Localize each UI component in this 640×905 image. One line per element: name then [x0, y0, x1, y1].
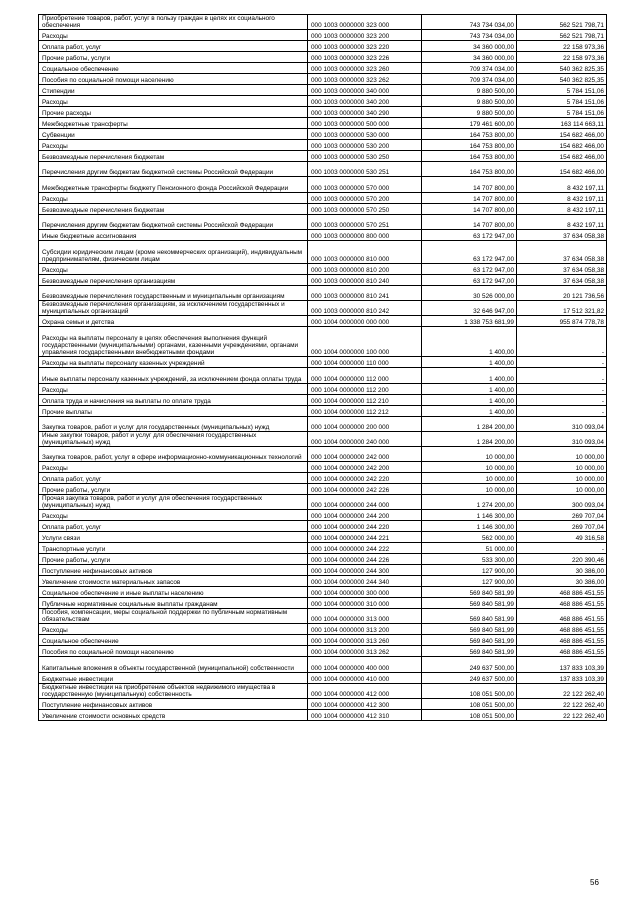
row-code: 000 1004 0000000 313 000	[308, 609, 422, 624]
row-approved: 1 400,00	[422, 368, 517, 383]
row-code: 000 1004 0000000 244 226	[308, 554, 422, 565]
row-name: Прочие работы, услуги	[39, 52, 308, 63]
row-code: 000 1004 0000000 313 200	[308, 624, 422, 635]
row-code: 000 1004 0000000 112 000	[308, 368, 422, 383]
row-code: 000 1004 0000000 412 300	[308, 698, 422, 709]
row-name: Оплата работ, услуг	[39, 521, 308, 532]
row-name: Увеличение стоимости материальных запасов	[39, 576, 308, 587]
table-row	[39, 698, 607, 709]
row-approved: 164 753 800,00	[422, 140, 517, 151]
table-row	[39, 521, 607, 532]
row-executed: 540 362 825,35	[517, 74, 607, 85]
table-row	[39, 672, 607, 683]
row-approved: 569 840 581,99	[422, 587, 517, 598]
row-code: 000 1004 0000000 244 300	[308, 565, 422, 576]
row-executed: 30 386,00	[517, 576, 607, 587]
row-code: 000 1003 0000000 570 200	[308, 192, 422, 203]
row-name: Закупка товаров, работ и услуг для государственных (муниципальных) нужд	[39, 416, 308, 431]
table-row	[39, 683, 607, 698]
row-name: Социальное обеспечение	[39, 63, 308, 74]
row-name: Расходы на выплаты персоналу казенных учреждений	[39, 357, 308, 368]
row-code: 000 1003 0000000 570 250	[308, 203, 422, 214]
table-row	[39, 709, 607, 720]
table-row	[39, 15, 607, 30]
row-name: Межбюджетные трансферты	[39, 118, 308, 129]
row-code: 000 1004 0000000 112 210	[308, 394, 422, 405]
row-name: Публичные нормативные социальные выплаты гражданам	[39, 598, 308, 609]
row-approved: 569 840 581,99	[422, 624, 517, 635]
row-approved: 562 000,00	[422, 532, 517, 543]
row-name: Приобретение товаров, работ, услуг в пользу граждан в целях их социального обеспечения	[39, 15, 308, 30]
table-row	[39, 446, 607, 461]
row-code: 000 1004 0000000 412 310	[308, 709, 422, 720]
row-approved: 1 146 300,00	[422, 510, 517, 521]
table-row	[39, 532, 607, 543]
table-row	[39, 543, 607, 554]
row-approved: 709 374 034,00	[422, 63, 517, 74]
row-name: Поступление нефинансовых активов	[39, 698, 308, 709]
row-code: 000 1003 0000000 530 000	[308, 129, 422, 140]
row-name: Безвозмездные перечисления организациям, за исключением государственных и муниципальных организаций	[39, 300, 308, 315]
row-code: 000 1004 0000000 300 000	[308, 587, 422, 598]
table-row	[39, 140, 607, 151]
row-name: Расходы	[39, 383, 308, 394]
row-approved: 1 400,00	[422, 326, 517, 356]
row-approved: 569 840 581,99	[422, 635, 517, 646]
table-row	[39, 274, 607, 285]
row-executed: 22 158 973,36	[517, 52, 607, 63]
row-approved: 1 400,00	[422, 394, 517, 405]
row-code: 000 1004 0000000 110 000	[308, 357, 422, 368]
row-executed: 154 682 466,00	[517, 129, 607, 140]
table-row	[39, 85, 607, 96]
table-row	[39, 203, 607, 214]
table-row	[39, 74, 607, 85]
row-executed: 8 432 197,11	[517, 192, 607, 203]
row-code: 000 1004 0000000 244 222	[308, 543, 422, 554]
row-executed: 269 707,04	[517, 510, 607, 521]
row-executed: 955 874 778,78	[517, 315, 607, 326]
table-row	[39, 510, 607, 521]
table-row	[39, 52, 607, 63]
row-approved: 14 707 800,00	[422, 203, 517, 214]
row-name: Безвозмездные перечисления бюджетам	[39, 203, 308, 214]
row-executed: 163 114 663,11	[517, 118, 607, 129]
row-name: Иные выплаты персоналу казенных учреждений, за исключением фонда оплаты труда	[39, 368, 308, 383]
row-approved: 34 360 000,00	[422, 52, 517, 63]
table-row	[39, 177, 607, 192]
row-executed: 310 093,04	[517, 431, 607, 446]
row-executed: -	[517, 326, 607, 356]
table-row	[39, 657, 607, 672]
table-row	[39, 554, 607, 565]
row-executed: 22 122 262,40	[517, 698, 607, 709]
row-approved: 533 300,00	[422, 554, 517, 565]
table-row	[39, 576, 607, 587]
row-code: 000 1004 0000000 400 000	[308, 657, 422, 672]
row-approved: 10 000,00	[422, 446, 517, 461]
row-executed: 154 682 466,00	[517, 140, 607, 151]
row-name: Транспортные услуги	[39, 543, 308, 554]
row-approved: 63 172 947,00	[422, 240, 517, 263]
row-executed: -	[517, 543, 607, 554]
row-name: Социальное обеспечение	[39, 635, 308, 646]
row-code: 000 1003 0000000 500 000	[308, 118, 422, 129]
row-approved: 249 637 500,00	[422, 672, 517, 683]
row-name: Прочая закупка товаров, работ и услуг для обеспечения государственных (муниципальных) нужд	[39, 495, 308, 510]
row-name: Прочие работы, услуги	[39, 554, 308, 565]
row-code: 000 1003 0000000 800 000	[308, 229, 422, 240]
row-code: 000 1003 0000000 323 000	[308, 15, 422, 30]
row-executed: 154 682 466,00	[517, 151, 607, 162]
table-row	[39, 285, 607, 300]
row-name: Безвозмездные перечисления бюджетам	[39, 151, 308, 162]
row-code: 000 1003 0000000 340 200	[308, 96, 422, 107]
row-code: 000 1004 0000000 244 220	[308, 521, 422, 532]
row-executed: -	[517, 368, 607, 383]
table-row	[39, 192, 607, 203]
row-executed: 269 707,04	[517, 521, 607, 532]
row-code: 000 1004 0000000 410 000	[308, 672, 422, 683]
row-executed: 8 432 197,11	[517, 214, 607, 229]
row-approved: 1 400,00	[422, 357, 517, 368]
row-code: 000 1004 0000000 412 000	[308, 683, 422, 698]
row-code: 000 1003 0000000 810 200	[308, 263, 422, 274]
table-row	[39, 229, 607, 240]
table-row	[39, 63, 607, 74]
row-executed: 540 362 825,35	[517, 63, 607, 74]
row-name: Расходы	[39, 140, 308, 151]
table-row	[39, 118, 607, 129]
row-executed: -	[517, 357, 607, 368]
row-code: 000 1004 0000000 100 000	[308, 326, 422, 356]
row-approved: 30 526 000,00	[422, 285, 517, 300]
table-row	[39, 326, 607, 356]
row-executed: 22 122 262,40	[517, 709, 607, 720]
table-row	[39, 462, 607, 473]
row-executed: 30 386,00	[517, 565, 607, 576]
row-executed: 8 432 197,11	[517, 177, 607, 192]
row-approved: 63 172 947,00	[422, 229, 517, 240]
row-code: 000 1004 0000000 000 000	[308, 315, 422, 326]
row-executed: -	[517, 394, 607, 405]
table-row	[39, 162, 607, 177]
row-code: 000 1003 0000000 323 200	[308, 30, 422, 41]
row-name: Перечисления другим бюджетам бюджетной системы Российской Федерации	[39, 162, 308, 177]
row-approved: 14 707 800,00	[422, 177, 517, 192]
row-approved: 1 284 200,00	[422, 431, 517, 446]
table-row	[39, 263, 607, 274]
row-name: Прочие работы, услуги	[39, 484, 308, 495]
row-code: 000 1003 0000000 323 262	[308, 74, 422, 85]
row-approved: 108 051 500,00	[422, 683, 517, 698]
row-name: Прочие расходы	[39, 107, 308, 118]
row-name: Расходы	[39, 30, 308, 41]
row-name: Услуги связи	[39, 532, 308, 543]
table-row	[39, 151, 607, 162]
row-code: 000 1004 0000000 242 220	[308, 473, 422, 484]
row-executed: 154 682 466,00	[517, 162, 607, 177]
table-row	[39, 30, 607, 41]
row-code: 000 1003 0000000 323 260	[308, 63, 422, 74]
row-approved: 32 646 947,00	[422, 300, 517, 315]
table-row	[39, 473, 607, 484]
row-approved: 569 840 581,99	[422, 598, 517, 609]
row-code: 000 1003 0000000 810 242	[308, 300, 422, 315]
row-name: Субсидии юридическим лицам (кроме некоммерческих организаций), индивидуальным предпринимателям, физическим лицам	[39, 240, 308, 263]
row-code: 000 1004 0000000 242 226	[308, 484, 422, 495]
row-approved: 63 172 947,00	[422, 274, 517, 285]
row-approved: 14 707 800,00	[422, 192, 517, 203]
row-executed: 10 000,00	[517, 484, 607, 495]
row-executed: 468 886 451,55	[517, 646, 607, 657]
row-approved: 9 880 500,00	[422, 107, 517, 118]
table-row	[39, 300, 607, 315]
row-name: Оплата работ, услуг	[39, 41, 308, 52]
table-row	[39, 431, 607, 446]
row-name: Прочие выплаты	[39, 405, 308, 416]
row-approved: 14 707 800,00	[422, 214, 517, 229]
table-row	[39, 357, 607, 368]
table-row	[39, 624, 607, 635]
table-row	[39, 484, 607, 495]
row-code: 000 1003 0000000 530 250	[308, 151, 422, 162]
table-row	[39, 394, 607, 405]
row-code: 000 1003 0000000 340 290	[308, 107, 422, 118]
row-code: 000 1004 0000000 313 262	[308, 646, 422, 657]
row-name: Расходы	[39, 192, 308, 203]
row-code: 000 1004 0000000 242 200	[308, 462, 422, 473]
row-name: Межбюджетные трансферты бюджету Пенсионного фонда Российской Федерации	[39, 177, 308, 192]
row-code: 000 1003 0000000 530 200	[308, 140, 422, 151]
budget-table-body	[39, 15, 607, 721]
row-code: 000 1003 0000000 340 000	[308, 85, 422, 96]
row-code: 000 1003 0000000 570 251	[308, 214, 422, 229]
row-approved: 569 840 581,99	[422, 646, 517, 657]
row-name: Закупка товаров, работ, услуг в сфере информационно-коммуникационных технологий	[39, 446, 308, 461]
row-name: Безвозмездные перечисления государственным и муниципальным организациям	[39, 285, 308, 300]
table-row	[39, 598, 607, 609]
table-row	[39, 107, 607, 118]
row-approved: 179 461 600,00	[422, 118, 517, 129]
row-approved: 569 840 581,99	[422, 609, 517, 624]
table-row	[39, 565, 607, 576]
row-executed: 49 316,58	[517, 532, 607, 543]
row-executed: 5 784 151,06	[517, 85, 607, 96]
row-name: Поступление нефинансовых активов	[39, 565, 308, 576]
row-name: Социальное обеспечение и иные выплаты населению	[39, 587, 308, 598]
table-row	[39, 383, 607, 394]
row-name: Охрана семьи и детства	[39, 315, 308, 326]
table-row	[39, 495, 607, 510]
row-name: Бюджетные инвестиции	[39, 672, 308, 683]
row-executed: 37 634 058,38	[517, 229, 607, 240]
row-approved: 34 360 000,00	[422, 41, 517, 52]
row-executed: 137 833 103,39	[517, 672, 607, 683]
row-executed: 468 886 451,55	[517, 587, 607, 598]
page-number: 56	[590, 878, 599, 887]
budget-table	[38, 14, 607, 721]
row-code: 000 1004 0000000 112 200	[308, 383, 422, 394]
row-approved: 164 753 800,00	[422, 151, 517, 162]
row-approved: 10 000,00	[422, 462, 517, 473]
row-executed: 468 886 451,55	[517, 635, 607, 646]
row-approved: 249 637 500,00	[422, 657, 517, 672]
table-row	[39, 416, 607, 431]
row-approved: 1 146 300,00	[422, 521, 517, 532]
row-code: 000 1004 0000000 244 000	[308, 495, 422, 510]
row-name: Расходы	[39, 624, 308, 635]
row-executed: -	[517, 405, 607, 416]
row-name: Безвозмездные перечисления организациям	[39, 274, 308, 285]
row-approved: 164 753 800,00	[422, 162, 517, 177]
row-name: Пособия по социальной помощи населению	[39, 74, 308, 85]
row-executed: 10 000,00	[517, 446, 607, 461]
row-executed: 300 093,04	[517, 495, 607, 510]
row-code: 000 1004 0000000 200 000	[308, 416, 422, 431]
row-approved: 1 338 753 681,99	[422, 315, 517, 326]
row-approved: 1 274 200,00	[422, 495, 517, 510]
row-name: Увеличение стоимости основных средств	[39, 709, 308, 720]
row-name: Капитальные вложения в объекты государственной (муниципальной) собственности	[39, 657, 308, 672]
row-executed: 10 000,00	[517, 473, 607, 484]
row-approved: 9 880 500,00	[422, 85, 517, 96]
row-executed: 10 000,00	[517, 462, 607, 473]
row-executed: 137 833 103,39	[517, 657, 607, 672]
row-name: Пособия по социальной помощи населению	[39, 646, 308, 657]
row-approved: 10 000,00	[422, 484, 517, 495]
row-executed: 562 521 798,71	[517, 15, 607, 30]
row-code: 000 1004 0000000 244 221	[308, 532, 422, 543]
row-code: 000 1004 0000000 244 200	[308, 510, 422, 521]
row-executed: 5 784 151,06	[517, 96, 607, 107]
table-row	[39, 635, 607, 646]
row-approved: 51 000,00	[422, 543, 517, 554]
row-code: 000 1003 0000000 810 241	[308, 285, 422, 300]
table-row	[39, 96, 607, 107]
row-code: 000 1003 0000000 323 220	[308, 41, 422, 52]
table-row	[39, 405, 607, 416]
row-name: Иные закупки товаров, работ и услуг для обеспечения государственных (муниципальных) нужд	[39, 431, 308, 446]
row-approved: 10 000,00	[422, 473, 517, 484]
row-executed: 8 432 197,11	[517, 203, 607, 214]
row-name: Расходы на выплаты персоналу в целях обеспечения выполнения функций государственными (муниципальными) органами, казенными учреждениями, органами управления государственными внебюджетными фондами	[39, 326, 308, 356]
row-code: 000 1004 0000000 240 000	[308, 431, 422, 446]
row-executed: 17 512 321,82	[517, 300, 607, 315]
row-name: Расходы	[39, 263, 308, 274]
row-executed: 22 122 262,40	[517, 683, 607, 698]
row-name: Пособия, компенсации, меры социальной поддержки по публичным нормативным обязательствам	[39, 609, 308, 624]
table-row	[39, 368, 607, 383]
row-code: 000 1003 0000000 570 000	[308, 177, 422, 192]
row-name: Перечисления другим бюджетам бюджетной системы Российской Федерации	[39, 214, 308, 229]
row-approved: 108 051 500,00	[422, 709, 517, 720]
row-name: Расходы	[39, 462, 308, 473]
row-code: 000 1004 0000000 112 212	[308, 405, 422, 416]
table-row	[39, 214, 607, 229]
row-name: Расходы	[39, 510, 308, 521]
table-row	[39, 646, 607, 657]
row-executed: 468 886 451,55	[517, 598, 607, 609]
row-name: Оплата труда и начисления на выплаты по оплате труда	[39, 394, 308, 405]
row-name: Стипендии	[39, 85, 308, 96]
row-name: Субвенции	[39, 129, 308, 140]
row-executed: 220 390,46	[517, 554, 607, 565]
row-approved: 743 734 034,00	[422, 15, 517, 30]
row-name: Оплата работ, услуг	[39, 473, 308, 484]
row-approved: 709 374 034,00	[422, 74, 517, 85]
row-name: Иные бюджетные ассигнования	[39, 229, 308, 240]
row-code: 000 1004 0000000 244 340	[308, 576, 422, 587]
row-name: Бюджетные инвестиции на приобретение объектов недвижимого имущества в государственную (муниципальную) собственность	[39, 683, 308, 698]
row-code: 000 1004 0000000 313 260	[308, 635, 422, 646]
row-approved: 1 400,00	[422, 383, 517, 394]
row-code: 000 1003 0000000 323 226	[308, 52, 422, 63]
row-code: 000 1003 0000000 810 000	[308, 240, 422, 263]
row-code: 000 1003 0000000 530 251	[308, 162, 422, 177]
row-code: 000 1003 0000000 810 240	[308, 274, 422, 285]
row-approved: 743 734 034,00	[422, 30, 517, 41]
row-executed: 22 158 973,36	[517, 41, 607, 52]
row-executed: 37 634 058,38	[517, 240, 607, 263]
row-executed: -	[517, 383, 607, 394]
row-code: 000 1004 0000000 310 000	[308, 598, 422, 609]
row-approved: 164 753 800,00	[422, 129, 517, 140]
row-executed: 562 521 798,71	[517, 30, 607, 41]
row-approved: 108 051 500,00	[422, 698, 517, 709]
table-row	[39, 609, 607, 624]
row-code: 000 1004 0000000 242 000	[308, 446, 422, 461]
row-executed: 468 886 451,55	[517, 609, 607, 624]
row-executed: 20 121 736,56	[517, 285, 607, 300]
row-executed: 37 634 058,38	[517, 263, 607, 274]
row-executed: 468 886 451,55	[517, 624, 607, 635]
row-approved: 1 400,00	[422, 405, 517, 416]
row-executed: 310 093,04	[517, 416, 607, 431]
row-executed: 37 634 058,38	[517, 274, 607, 285]
row-executed: 5 784 151,06	[517, 107, 607, 118]
row-approved: 9 880 500,00	[422, 96, 517, 107]
row-approved: 127 900,00	[422, 565, 517, 576]
row-approved: 127 900,00	[422, 576, 517, 587]
row-name: Расходы	[39, 96, 308, 107]
row-approved: 1 284 200,00	[422, 416, 517, 431]
table-row	[39, 240, 607, 263]
table-row	[39, 315, 607, 326]
table-row	[39, 587, 607, 598]
row-approved: 63 172 947,00	[422, 263, 517, 274]
table-row	[39, 129, 607, 140]
table-row	[39, 41, 607, 52]
